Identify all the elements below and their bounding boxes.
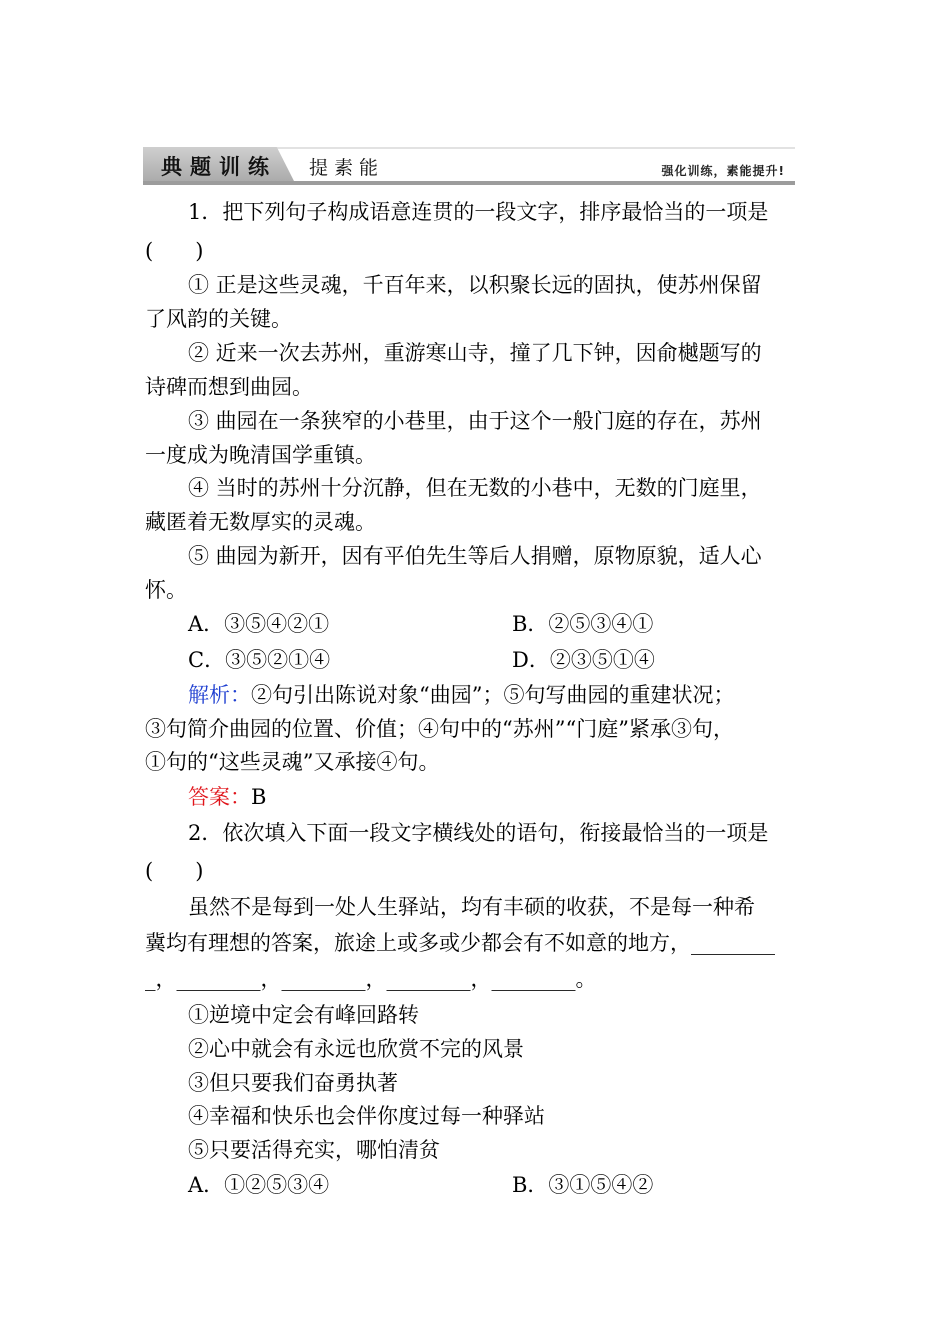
banner-tag-title: 典题训练 [161, 155, 277, 179]
q1-sentence-4-cont: 藏匿着无数厚实的灵魂。 [145, 510, 376, 534]
q2-passage-line-1: 虽然不是每到一处人生驿站，均有丰硕的收获，不是每一种希 [188, 895, 755, 919]
banner-slogan: 强化训练，素能提升! [661, 164, 785, 178]
q1-analysis-line-1 [188, 682, 734, 708]
section-banner [143, 147, 795, 185]
q1-sentence-5-cont: 怀。 [145, 578, 187, 602]
q1-sentence-1-cont: 了风韵的关键。 [145, 307, 292, 331]
q2-stem: 2．依次填入下面一段文字横线处的语句，衔接最恰当的一项是 [188, 821, 769, 845]
q1-sentence-3: ③ 曲园在一条狭窄的小巷里，由于这个一般门庭的存在，苏州 [188, 409, 762, 433]
answer-value: B [251, 785, 267, 809]
analysis-text: ②句引出陈说对象“曲园”；⑤句写曲园的重建状况； [251, 683, 735, 707]
banner-subtitle: 提素能 [309, 157, 385, 179]
q1-stem: 1．把下列句子构成语意连贯的一段文字，排序最恰当的一项是 [188, 200, 769, 224]
q1-option-d: D．②③⑤①④ [512, 648, 655, 672]
q1-option-b: B．②⑤③④① [512, 612, 654, 636]
q1-sentence-4: ④ 当时的苏州十分沉静，但在无数的小巷中，无数的门庭里， [188, 476, 762, 500]
q2-option-a: A．①②⑤③④ [188, 1173, 330, 1197]
q1-sentence-2: ② 近来一次去苏州，重游寒山寺，撞了几下钟，因俞樾题写的 [188, 341, 762, 365]
q1-answer-paren: ( ) [145, 239, 204, 263]
q2-passage-line-3: _，________，________，________，________。 [145, 967, 597, 991]
q2-sentence-3: ③但只要我们奋勇执著 [188, 1071, 398, 1095]
q1-sentence-3-cont: 一度成为晚清国学重镇。 [145, 443, 376, 467]
q1-sentence-5: ⑤ 曲园为新开，因有平伯先生等后人捐赠，原物原貌，适人心 [188, 544, 762, 568]
q1-answer [188, 784, 266, 810]
q2-answer-paren: ( ) [145, 859, 204, 883]
q2-sentence-1: ①逆境中定会有峰回路转 [188, 1003, 419, 1027]
q2-passage-line-2: 冀均有理想的答案，旅途上或多或少都会有不如意的地方，________ [145, 931, 775, 955]
q1-analysis-line-3: ①句的“这些灵魂”又承接④句。 [145, 750, 440, 774]
banner-bottom-bar [143, 181, 795, 185]
analysis-label: 解析： [188, 683, 251, 707]
q2-option-b: B．③①⑤④② [512, 1173, 654, 1197]
q2-sentence-2: ②心中就会有永远也欣赏不完的风景 [188, 1037, 524, 1061]
answer-label: 答案： [188, 785, 251, 809]
q1-sentence-2-cont: 诗碑而想到曲园。 [145, 375, 313, 399]
q1-sentence-1: ① 正是这些灵魂，千百年来，以积聚长远的固执，使苏州保留 [188, 273, 762, 297]
q1-analysis-line-2: ③句简介曲园的位置、价值；④句中的“苏州”“门庭”紧承③句， [145, 717, 734, 741]
q1-option-c: C．③⑤②①④ [188, 648, 331, 672]
q1-option-a: A．③⑤④②① [188, 612, 330, 636]
q2-sentence-5: ⑤只要活得充实，哪怕清贫 [188, 1138, 440, 1162]
q2-sentence-4: ④幸福和快乐也会伴你度过每一种驿站 [188, 1104, 545, 1128]
